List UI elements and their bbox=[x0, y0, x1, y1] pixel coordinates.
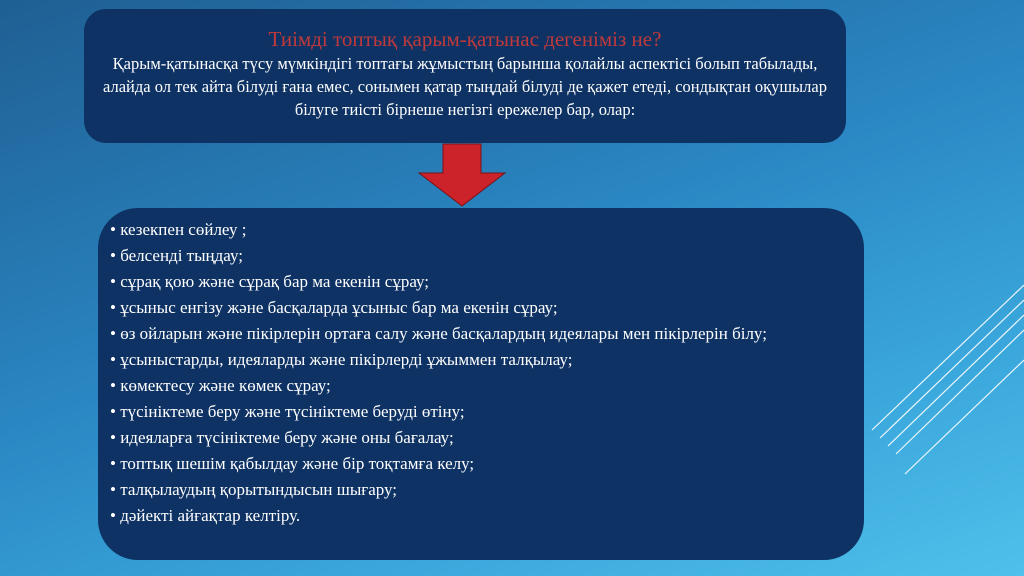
list-item: • кезекпен сөйлеу ; bbox=[110, 220, 247, 239]
list-item: • талқылаудың қорытындысын шығару; bbox=[110, 480, 398, 499]
question-box bbox=[84, 9, 846, 143]
down-arrow-icon bbox=[417, 143, 507, 207]
list-item: • көмектесу және көмек сұрау; bbox=[110, 376, 331, 395]
list-item: • сұрақ қою және сұрақ бар ма екенін сұрау; bbox=[110, 272, 429, 291]
list-item: • дәйекті айғақтар келтіру. bbox=[110, 506, 301, 525]
intro-text: Қарым-қатынасқа түсу мүмкіндігі топтағы жұмыстың барынша қолайлы аспектісі болып табылады, алайда ол тек айта білуді ғана емес, сонымен қатар тыңдай білуді де қажет етеді, сондықтан оқушылар білуге тиісті бірнеше негізгі ережелер бар, олар: bbox=[103, 54, 827, 119]
list-item: • топтық шешім қабылдау және бір тоқтамға келу; bbox=[110, 454, 475, 473]
list-item: • түсініктеме беру және түсініктеме беруді өтіну; bbox=[110, 402, 465, 421]
list-item: • ұсыныс енгізу және басқаларда ұсыныс бар ма екенін сұрау; bbox=[110, 298, 558, 317]
list-item: • ұсыныстарды, идеяларды және пікірлерді ұжыммен талқылау; bbox=[110, 350, 573, 369]
list-item: • өз ойларын және пікірлерін ортаға салу және басқалардың идеялары мен пікірлерін білу; bbox=[110, 324, 767, 343]
list-item: • идеяларға түсініктеме беру және оны бағалау; bbox=[110, 428, 454, 447]
list-item: • белсенді тыңдау; bbox=[110, 246, 243, 265]
slide-title: Тиімді топтық қарым-қатынас дегеніміз не? bbox=[268, 27, 662, 51]
rules-list bbox=[98, 208, 864, 560]
